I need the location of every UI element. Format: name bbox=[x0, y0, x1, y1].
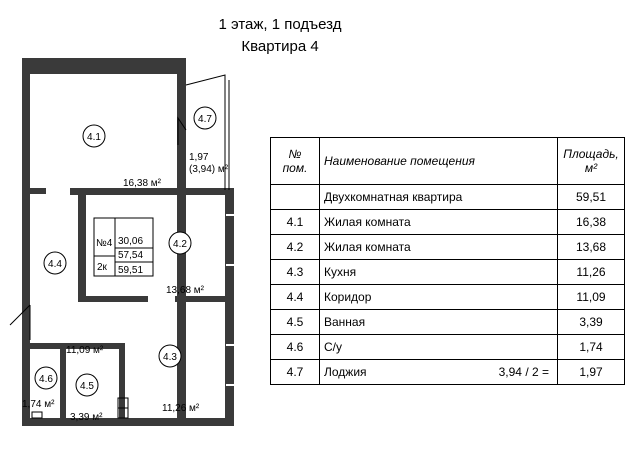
room-marker-4-3 bbox=[159, 345, 181, 367]
svg-text:4.5: 4.5 bbox=[80, 381, 94, 392]
room-marker-4-6 bbox=[35, 367, 57, 389]
fixture bbox=[32, 412, 42, 418]
area-label-4-6: 1,74 м² bbox=[22, 399, 55, 410]
apartment-summary-block bbox=[94, 218, 153, 276]
room-marker-4-4 bbox=[44, 252, 66, 274]
wall-interior bbox=[78, 188, 86, 301]
wall-interior bbox=[60, 349, 66, 418]
apartment-title: Квартира 4 bbox=[241, 38, 319, 55]
wall-bottom bbox=[22, 418, 234, 426]
summary-living-area: 30,06 bbox=[118, 236, 144, 247]
floor-plan bbox=[0, 0, 270, 450]
svg-text:4.1: 4.1 bbox=[87, 132, 101, 143]
table-row: 4.4 Коридор 11,09 bbox=[271, 285, 625, 310]
wall-right bbox=[225, 195, 234, 425]
summary-rooms: 2к bbox=[97, 262, 107, 273]
summary-total-area: 59,51 bbox=[118, 265, 144, 276]
room-marker-4-7 bbox=[194, 107, 216, 129]
svg-text:4.3: 4.3 bbox=[163, 352, 177, 363]
wall-left bbox=[22, 58, 30, 425]
wall-interior bbox=[78, 296, 148, 302]
apartment-row bbox=[271, 185, 625, 210]
wall-interior bbox=[175, 296, 234, 302]
table-row: 4.7 Лоджия 3,94 / 2 = 1,97 bbox=[271, 360, 625, 385]
area-label-4-5: 3,39 м² bbox=[70, 412, 103, 423]
header-area: Площадь, м² bbox=[558, 138, 625, 185]
table-row: 4.6 С/у 1,74 bbox=[271, 335, 625, 360]
loggia-calculation: 3,94 / 2 = bbox=[498, 365, 549, 379]
area-label-4-4: 11,09 м² bbox=[66, 345, 104, 356]
table-row: 4.5 Ванная 3,39 bbox=[271, 310, 625, 335]
svg-text:4.6: 4.6 bbox=[39, 374, 53, 385]
wall-interior bbox=[30, 188, 46, 194]
summary-useful-area: 57,54 bbox=[118, 250, 144, 261]
room-marker-4-1 bbox=[83, 125, 105, 147]
area-label-4-2: 13,68 м² bbox=[166, 285, 205, 296]
wall-interior bbox=[70, 188, 234, 195]
svg-text:4.4: 4.4 bbox=[48, 259, 62, 270]
area-label-4-3: 11,26 м² bbox=[162, 403, 200, 414]
svg-text:4.7: 4.7 bbox=[198, 114, 212, 125]
header-name: Наименование помещения bbox=[320, 138, 558, 185]
header-num: № пом. bbox=[271, 138, 320, 185]
row-name: Лоджия bbox=[324, 365, 367, 379]
table-row: 4.2 Жилая комната 13,68 bbox=[271, 235, 625, 260]
room-marker-4-2 bbox=[169, 232, 191, 254]
floor-entrance-title: 1 этаж, 1 подъезд bbox=[218, 16, 342, 33]
area-label-4-7-total: (3,94) м² bbox=[189, 164, 229, 175]
wall-top bbox=[22, 58, 177, 74]
table-row: 4.3 Кухня 11,26 bbox=[271, 260, 625, 285]
area-label-4-7: 1,97 bbox=[189, 152, 209, 163]
table-header-row bbox=[271, 138, 625, 185]
summary-number: №4 bbox=[96, 238, 113, 249]
svg-text:4.2: 4.2 bbox=[173, 239, 187, 250]
wall-interior bbox=[119, 343, 125, 418]
apartment-type: Двухкомнатная квартира bbox=[320, 185, 558, 210]
rooms-table bbox=[270, 137, 625, 385]
table-row: 4.1 Жилая комната 16,38 bbox=[271, 210, 625, 235]
room-marker-4-5 bbox=[76, 374, 98, 396]
area-label-4-1: 16,38 м² bbox=[123, 178, 162, 189]
apartment-total-area: 59,51 bbox=[558, 185, 625, 210]
